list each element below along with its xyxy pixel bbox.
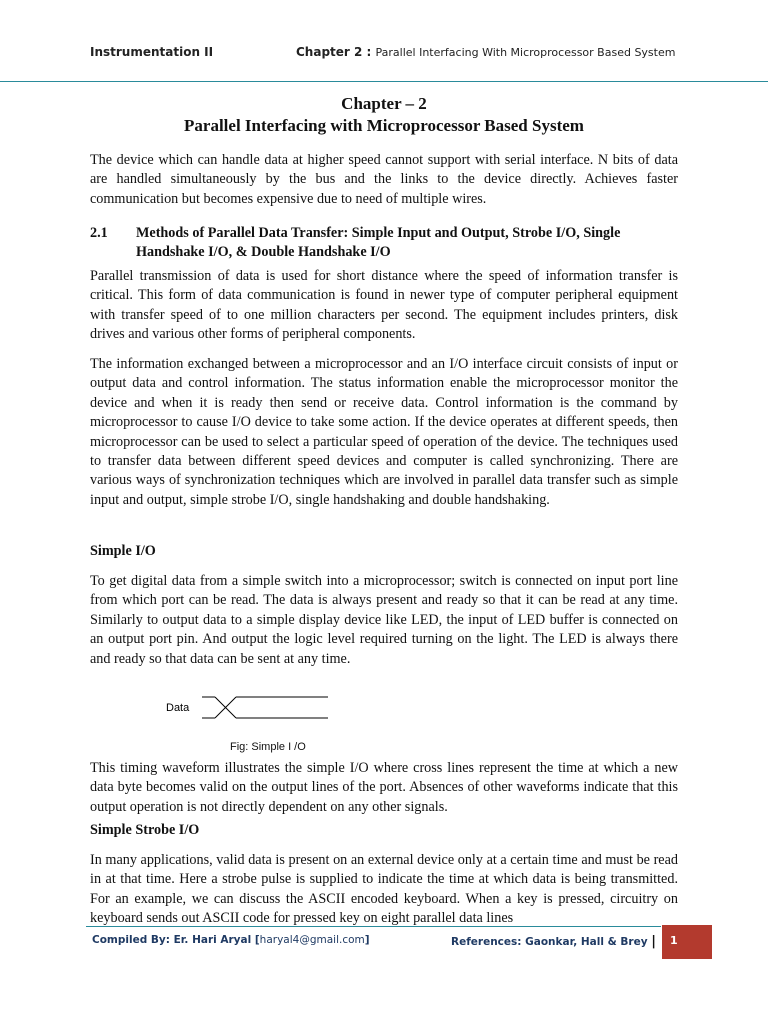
- header-chapter: [296, 45, 675, 59]
- paragraph-information: The information exchanged between a microprocessor and an I/O interface circuit consists of input or output data and control information. The status information enable the microprocessor monitor the device and when it is ready then send or receive data. Control information is the command by microprocessor to cause I/O device to take some action. If the device operates at different speeds, then microprocessor can be used to select a particular speed of operation of the device. The techniques used to transfer data between different speed devices and computer is called synchronizing. There are various ways of synchronization techniques which are involved in parallel data transfer such as simple input and output, simple strobe I/O, single handshaking and double handshaking.: [90, 356, 678, 508]
- header-course: Instrumentation II: [90, 45, 214, 59]
- intro-paragraph: The device which can handle data at higher speed cannot support with serial interface. N bits of data are handled simultaneously by the bus and the links to the device directly. Achieves faster communication but becomes expensive due to need of multiple wires.: [90, 152, 678, 207]
- page-number-box: [662, 925, 712, 959]
- footer-email[interactable]: haryal4@gmail.com: [259, 934, 365, 946]
- simple-io-heading: Simple I/O: [90, 543, 156, 559]
- footer-separator: |: [651, 934, 656, 949]
- simple-io-paragraph: To get digital data from a simple switch into a microprocessor; switch is connected on input port line from which port can be read. The data is always present and ready so that it can be read at any time. Similarly to output data to a simple display device like LED, the input of LED buffer is connected on an output port pin. And output the logic level required turning on the light. The LED is always there and ready so that data can be sent at any time.: [90, 573, 678, 667]
- running-header: [90, 45, 678, 65]
- section-title: Methods of Parallel Data Transfer: Simple Input and Output, Strobe I/O, Single Handshake I/O, & Double Handshake I/O: [136, 225, 621, 260]
- simple-strobe-paragraph: In many applications, valid data is present on an external device only at a certain time and must be read in at that time. Here a strobe pulse is supplied to indicate the time at which data is being transmitted. For an example, we can discuss the ASCII encoded keyboard. When a key is pressed, circuitry on keyboard sends out ASCII code for pressed key on eight parallel data lines: [90, 852, 678, 927]
- chapter-number: Chapter – 2: [341, 94, 427, 113]
- footer-compiled-prefix: Compiled By: Er. Hari Aryal [: [92, 934, 260, 946]
- footer-references: [451, 934, 656, 949]
- header-chapter-title: Parallel Interfacing With Microprocessor Based System: [375, 46, 676, 59]
- figure-data-label: Data: [166, 702, 190, 714]
- header-rule: [0, 81, 768, 82]
- chapter-name: Parallel Interfacing with Microprocessor Based System: [184, 116, 584, 135]
- header-chapter-prefix: Chapter 2 :: [296, 45, 376, 59]
- simple-io-timing-diagram: [160, 690, 340, 734]
- figure-caption: Fig: Simple I /O: [230, 741, 306, 753]
- simple-strobe-heading: Simple Strobe I/O: [90, 822, 200, 838]
- footer-compiled-suffix: ]: [364, 934, 370, 946]
- paragraph-transmission: Parallel transmission of data is used for short distance where the speed of information transfer is critical. This form of data communication is found in newer type of computer peripheral equipment with transfer speed of to one million characters per second. The equipment includes printers, disk drives and various other forms of peripheral components.: [90, 268, 678, 343]
- page-number: 1: [670, 934, 678, 947]
- footer-rule: [86, 926, 661, 927]
- footer-references-text: References: Gaonkar, Hall & Brey: [451, 936, 648, 948]
- timing-explanation-paragraph: This timing waveform illustrates the simple I/O where cross lines represent the time at which a new data byte becomes valid on the output lines of the port. Absences of other waveforms indicate that this output operation is not directly dependent on any other signals.: [90, 760, 678, 815]
- section-number: 2.1: [90, 225, 108, 241]
- footer-compiled-by: [92, 934, 370, 946]
- chapter-title: [0, 93, 768, 137]
